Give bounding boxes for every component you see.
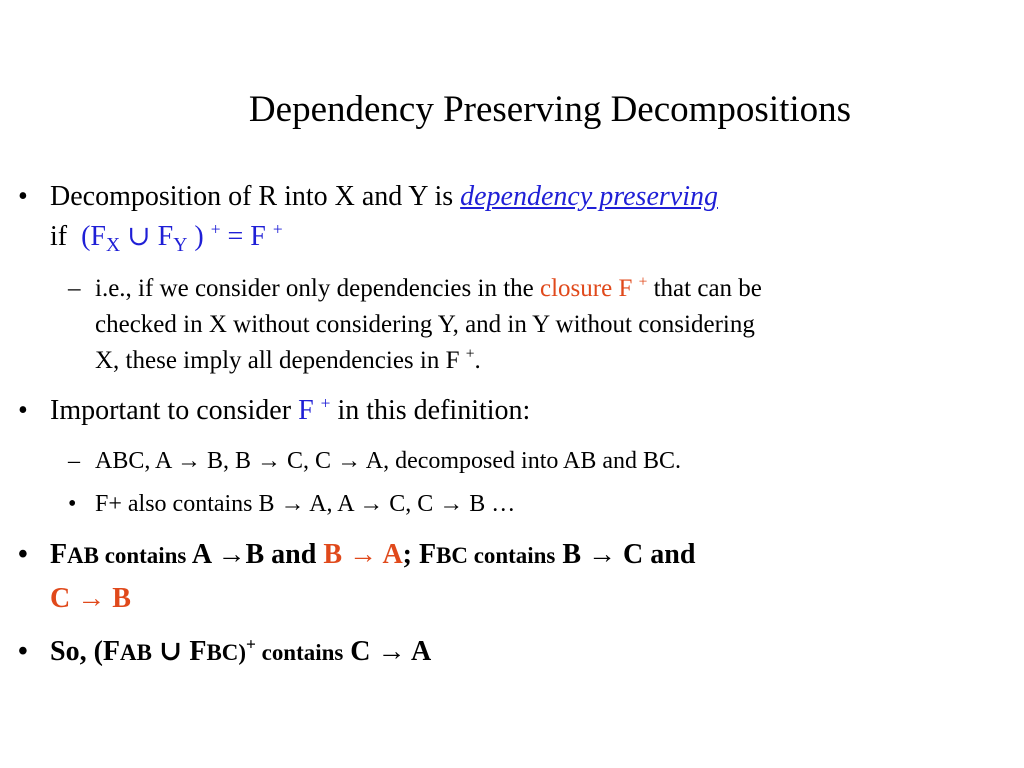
bullet-3-f1-sub: AB contains bbox=[67, 543, 187, 568]
closure-sup: + bbox=[638, 273, 648, 291]
sub-bullet-1-text-a: i.e., if we consider only dependencies in the bbox=[95, 275, 540, 302]
bullet-2-marker: • bbox=[18, 395, 28, 426]
sub-bullet-1-line-1 bbox=[95, 274, 762, 304]
bullet-3-line-1 bbox=[50, 538, 695, 573]
formula-sup-2: + bbox=[272, 219, 283, 239]
sub-bullet-1-line-3-end: . bbox=[474, 347, 481, 374]
sub-bullet-1-line-3-sup: + bbox=[465, 345, 475, 363]
bullet-4-part-2: ∪ F bbox=[151, 636, 207, 667]
bullet-4-contains: contains bbox=[255, 640, 344, 665]
sub-bullet-1-line-3-text: X, these imply all dependencies in F bbox=[95, 347, 460, 374]
bullet-3-red-2: C → B bbox=[50, 583, 131, 614]
bullet-3-f1: F bbox=[50, 539, 68, 570]
sub-bullet-2b-marker: • bbox=[68, 491, 77, 517]
bullet-1-marker: • bbox=[18, 181, 28, 212]
bullet-3-part-3: B → C and bbox=[555, 539, 696, 570]
bullet-2-text: Important to consider bbox=[50, 395, 299, 426]
bullet-3-marker: • bbox=[18, 539, 28, 570]
bullet-3-red-1: B → A bbox=[323, 539, 403, 570]
bullet-4-marker: • bbox=[18, 636, 28, 667]
formula-sub-x: X bbox=[106, 234, 121, 256]
sub-bullet-1-line-3 bbox=[95, 346, 481, 376]
bullet-2-text-2: in this definition: bbox=[330, 395, 531, 426]
formula-union: ∪ F bbox=[120, 221, 174, 252]
sub-bullet-1-text-b: that can be bbox=[647, 275, 762, 302]
bullet-3-f2-sub: BC contains bbox=[436, 543, 556, 568]
dependency-formula bbox=[81, 219, 283, 256]
bullet-3-line-2 bbox=[50, 582, 131, 616]
slide-title: Dependency Preserving Decompositions bbox=[248, 89, 852, 130]
fplus-label bbox=[298, 395, 330, 426]
sub-bullet-2a-text: ABC, A → B, B → C, C → A, decomposed into AB and BC. bbox=[95, 448, 682, 474]
closure-text: closure F bbox=[540, 275, 633, 302]
fplus-text: F bbox=[298, 395, 314, 426]
sub-bullet-2a-marker: – bbox=[68, 448, 80, 474]
formula-equals: = F bbox=[220, 221, 266, 252]
formula-f-open: (F bbox=[81, 221, 107, 252]
bullet-1-line-1 bbox=[50, 180, 718, 214]
bullet-4-sup: + bbox=[246, 634, 256, 654]
bullet-4-part-1: So, (F bbox=[50, 636, 120, 667]
bullet-1-line-2 bbox=[50, 220, 283, 254]
if-word: if bbox=[50, 221, 68, 252]
bullet-3-part-2: ; F bbox=[402, 539, 437, 570]
sub-bullet-2b-text: F+ also contains B → A, A → C, C → B … bbox=[95, 491, 516, 517]
bullet-1-text: Decomposition of R into X and Y is bbox=[50, 181, 461, 212]
formula-sub-y: Y bbox=[173, 234, 188, 256]
bullet-4-line bbox=[50, 635, 431, 670]
fplus-sup: + bbox=[320, 393, 331, 413]
bullet-2-line bbox=[50, 394, 530, 428]
bullet-4-part-3: C → A bbox=[343, 636, 432, 667]
formula-sup-1: + bbox=[210, 219, 221, 239]
bullet-4-sub-2: BC) bbox=[206, 640, 246, 665]
sub-bullet-1-line-2: checked in X without considering Y, and in Y without considering bbox=[95, 311, 755, 338]
formula-close: ) bbox=[187, 221, 204, 252]
dependency-preserving-link[interactable]: dependency preserving bbox=[460, 181, 718, 212]
bullet-4-sub-1: AB bbox=[120, 640, 152, 665]
bullet-3-part-1: A →B and bbox=[186, 539, 324, 570]
sub-bullet-1-marker: – bbox=[68, 275, 81, 302]
closure-label bbox=[540, 275, 647, 302]
